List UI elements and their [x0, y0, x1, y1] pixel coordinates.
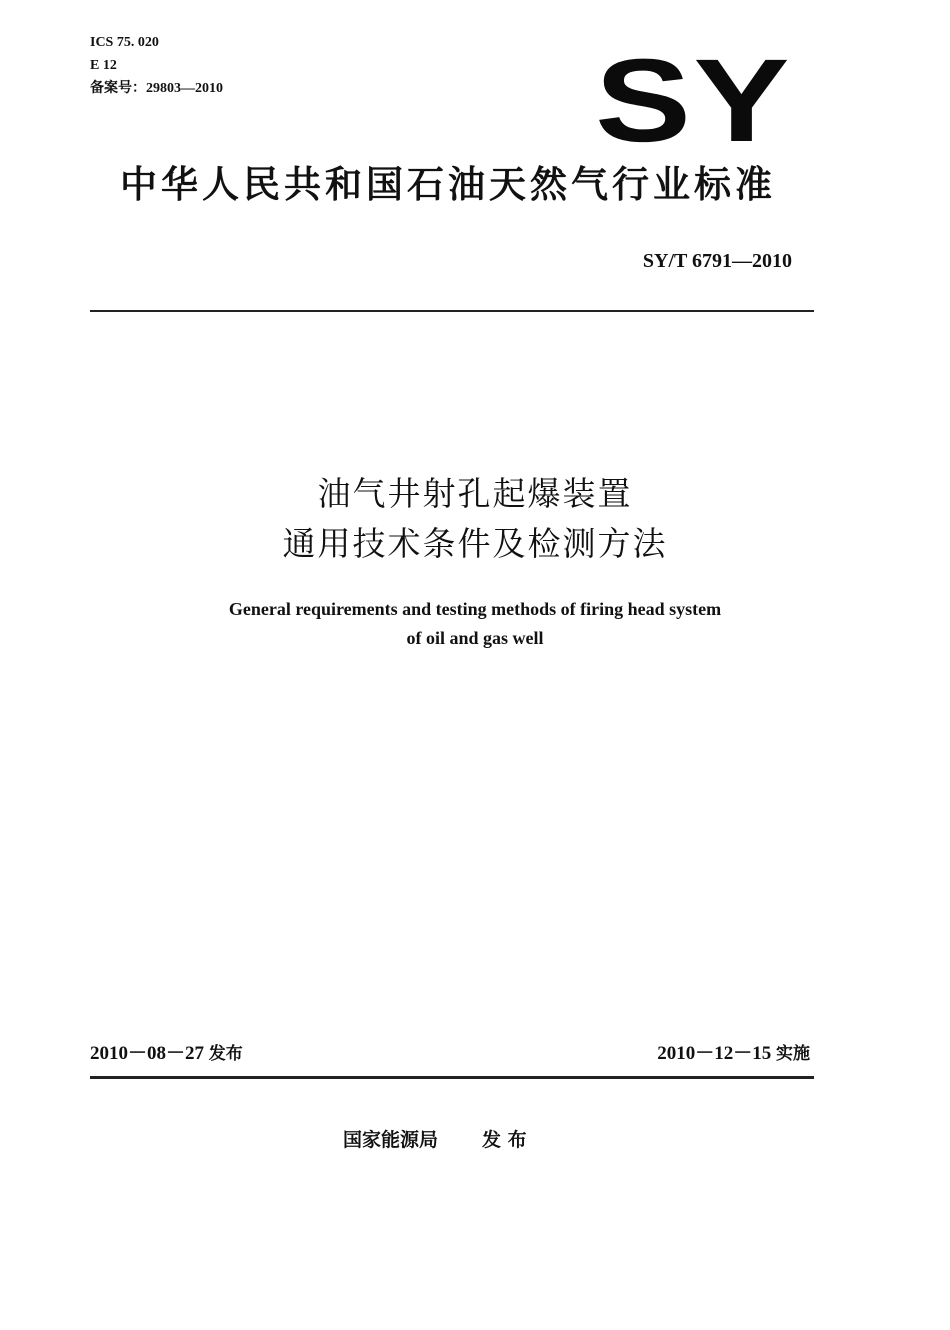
issuer-name: 国家能源局	[343, 1129, 439, 1151]
record-number: 备案号：29803—2010	[90, 81, 223, 96]
title-cn-line1: 油气井射孔起爆装置	[317, 474, 633, 513]
top-divider	[90, 310, 814, 312]
issue-date-block	[90, 1041, 243, 1067]
issuer-action: 发 布	[482, 1129, 527, 1151]
implement-label: 实施	[776, 1044, 810, 1064]
classification-code: E 12	[90, 58, 117, 73]
title-en-line1: General requirements and testing methods of firing head system	[228, 599, 722, 619]
implement-date-block	[657, 1041, 810, 1067]
issuer-block	[343, 1127, 527, 1153]
issue-label: 发布	[208, 1044, 243, 1064]
sy-logo: SY	[595, 35, 792, 167]
standard-number: SY/T 6791—2010	[642, 250, 792, 272]
title-cn-line2: 通用技术条件及检测方法	[282, 524, 668, 563]
organization-title: 中华人民共和国石油天然气行业标准	[120, 163, 776, 206]
implement-date: 2010－12－15	[657, 1043, 772, 1064]
issue-date: 2010－08－27	[90, 1043, 205, 1064]
ics-code: ICS 75. 020	[90, 35, 159, 50]
title-en-line2: of oil and gas well	[406, 628, 544, 648]
bottom-divider	[90, 1076, 814, 1079]
